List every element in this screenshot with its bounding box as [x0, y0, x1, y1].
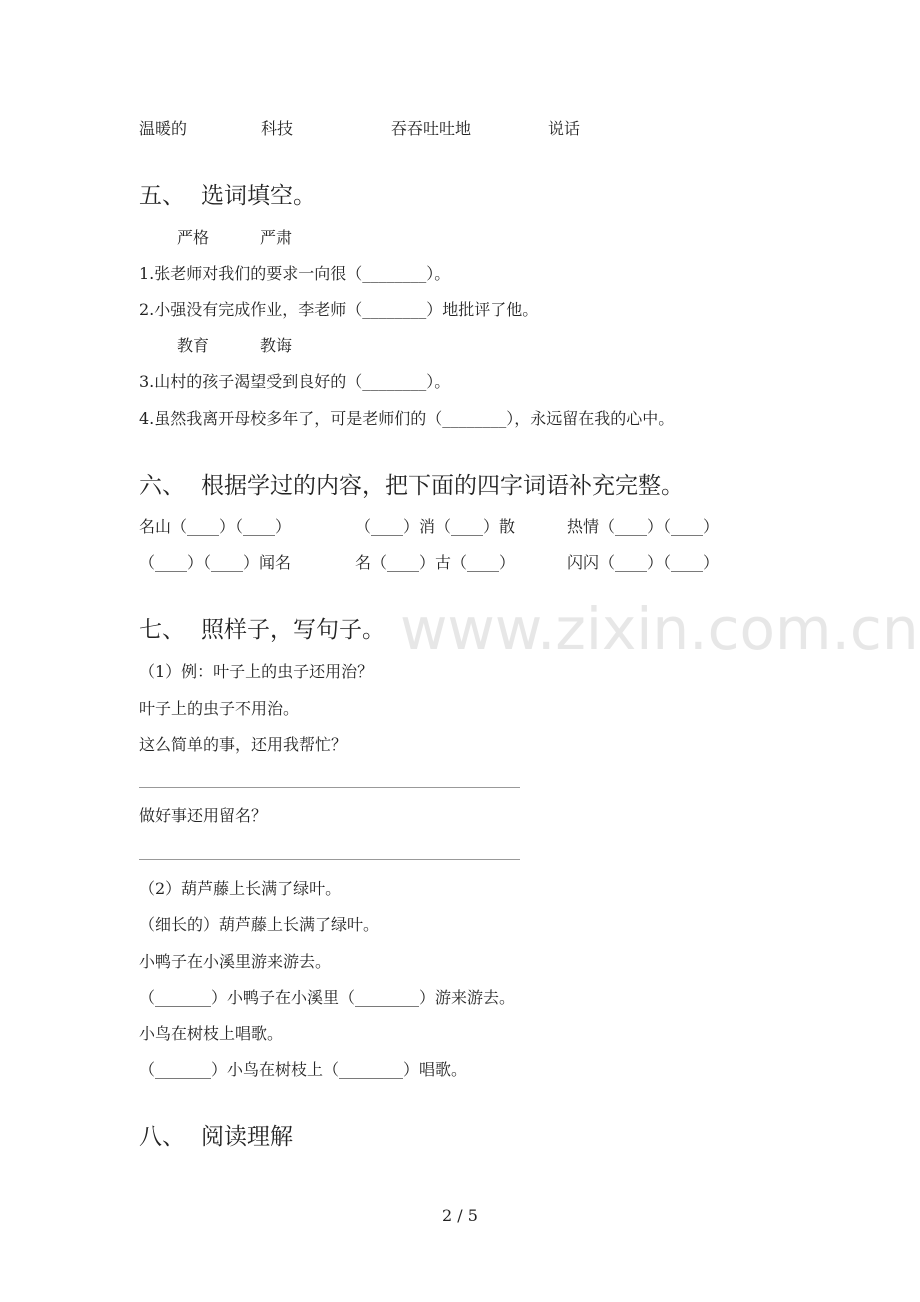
exercise-line: （_______）小鸭子在小溪里（________）游来游去。: [139, 988, 516, 1007]
answer-line[interactable]: [139, 859, 520, 860]
exercise-line: 小鸟在树枝上唱歌。: [139, 1024, 284, 1043]
section-5-number: 五、: [139, 183, 185, 209]
section-8-number: 八、: [139, 1124, 185, 1150]
choice-word: 教育: [177, 336, 210, 355]
idiom-blank: 名山（____）（____）: [139, 517, 292, 536]
word-hesitant: 吞吞吐吐地: [391, 119, 472, 138]
answer-line[interactable]: [139, 787, 520, 788]
idiom-blank: （____）消（____）散: [355, 517, 516, 536]
section-7-title: 照样子，写句子。: [201, 617, 385, 643]
idiom-blank: 闪闪（____）（____）: [567, 553, 720, 572]
question-3: 3.山村的孩子渴望受到良好的（________）。: [139, 372, 451, 391]
word-speak: 说话: [548, 119, 581, 138]
question-1: 1.张老师对我们的要求一向很（________）。: [139, 264, 451, 283]
exercise-line: 做好事还用留名？: [139, 806, 268, 825]
section-8-heading: [139, 1126, 293, 1149]
idiom-blank: （____）（____）闻名: [139, 553, 292, 572]
section-6-number: 六、: [139, 473, 185, 499]
idiom-blank: 热情（____）（____）: [567, 517, 720, 536]
example-line: 叶子上的虫子不用治。: [139, 699, 300, 718]
section-5-title: 选词填空。: [201, 183, 316, 209]
section-7-heading: [139, 619, 385, 642]
choice-word: 教诲: [260, 336, 293, 355]
exercise-line: 这么简单的事，还用我帮忙？: [139, 735, 348, 754]
word-tech: 科技: [261, 119, 294, 138]
example-line: （1）例：叶子上的虫子还用治？: [139, 662, 374, 681]
idiom-blank: 名（____）古（____）: [355, 553, 516, 572]
section-6-heading: [139, 475, 684, 498]
word-warm: 温暖的: [139, 119, 188, 138]
choice-word: 严肃: [260, 228, 293, 247]
exercise-line: 小鸭子在小溪里游来游去。: [139, 952, 332, 971]
example-line: （2）葫芦藤上长满了绿叶。: [139, 879, 342, 898]
section-6-title: 根据学过的内容，把下面的四字词语补充完整。: [201, 473, 684, 499]
page-number: 2 / 5: [442, 1206, 478, 1225]
section-5-heading: [139, 185, 316, 208]
choice-word: 严格: [177, 228, 210, 247]
example-line: （细长的）葫芦藤上长满了绿叶。: [139, 915, 380, 934]
section-7-number: 七、: [139, 617, 185, 643]
question-2: 2.小强没有完成作业，李老师（________）地批评了他。: [139, 300, 539, 319]
exercise-line: （_______）小鸟在树枝上（________）唱歌。: [139, 1060, 468, 1079]
watermark: www.zixin.com.cn: [400, 595, 919, 663]
question-4: 4.虽然我离开母校多年了，可是老师们的（________），永远留在我的心中。: [139, 409, 675, 428]
section-8-title: 阅读理解: [201, 1124, 293, 1150]
